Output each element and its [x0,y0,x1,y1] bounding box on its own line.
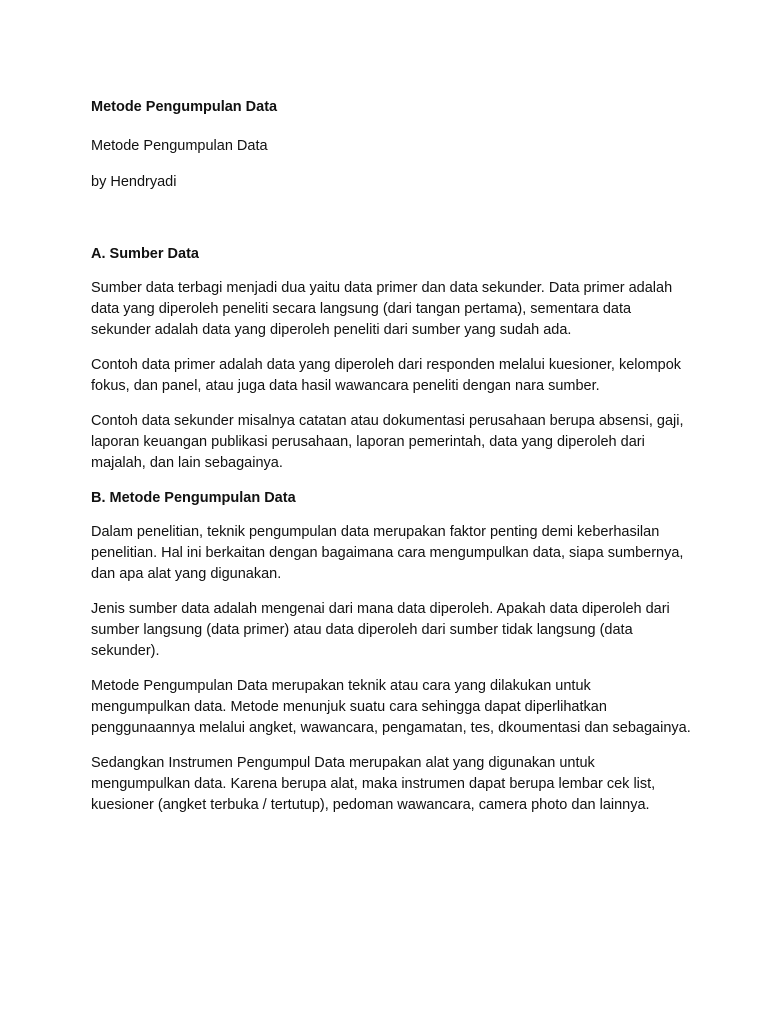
section-heading: A. Sumber Data [91,246,199,262]
document-title: Metode Pengumpulan Data [91,99,278,115]
paragraph: Sumber data terbagi menjadi dua yaitu data primer dan data sekunder. Data primer adalah data yang diperoleh peneliti secara langsung (dari tangan pertama), sementara data sekunder adalah data yang diperoleh peneliti dari sumber yang sudah ada. [91,280,673,338]
section-metode-pengumpulan-data [91,488,691,816]
document-page [91,97,691,830]
paragraph: Contoh data primer adalah data yang diperoleh dari responden melalui kuesioner, kelompok fokus, dan panel, atau juga data hasil wawancara peneliti dengan nara sumber. [91,357,682,394]
section-sumber-data [91,244,691,474]
paragraph: Contoh data sekunder misalnya catatan atau dokumentasi perusahaan berupa absensi, gaji, laporan keuangan publikasi perusahaan, laporan pemerintah, data yang diperoleh dari majalah, dan lain sebagainya. [91,413,684,471]
document-subtitle: Metode Pengumpulan Data [91,138,268,154]
paragraph: Sedangkan Instrumen Pengumpul Data merupakan alat yang digunakan untuk mengumpulkan data. Karena berupa alat, maka instrumen dapat berupa lembar cek list, kuesioner (angket terbuka / tertutup), pedoman wawancara, camera photo dan lainnya. [91,755,656,813]
section-heading: B. Metode Pengumpulan Data [91,490,296,506]
paragraph: Jenis sumber data adalah mengenai dari mana data diperoleh. Apakah data diperoleh dari sumber langsung (data primer) atau data diperoleh dari sumber tidak langsung (data sekunder). [91,601,670,659]
paragraph: Dalam penelitian, teknik pengumpulan data merupakan faktor penting demi keberhasilan penelitian. Hal ini berkaitan dengan bagaimana cara mengumpulkan data, siapa sumbernya, dan apa alat yang digunakan. [91,524,684,582]
document-author: by Hendryadi [91,174,177,190]
paragraph: Metode Pengumpulan Data merupakan teknik atau cara yang dilakukan untuk mengumpulkan data. Metode menunjuk suatu cara sehingga dapat diperlihatkan penggunaannya melalui angket, wawancara, pengamatan, tes, dkoumentasi dan sebagainya. [91,678,691,736]
